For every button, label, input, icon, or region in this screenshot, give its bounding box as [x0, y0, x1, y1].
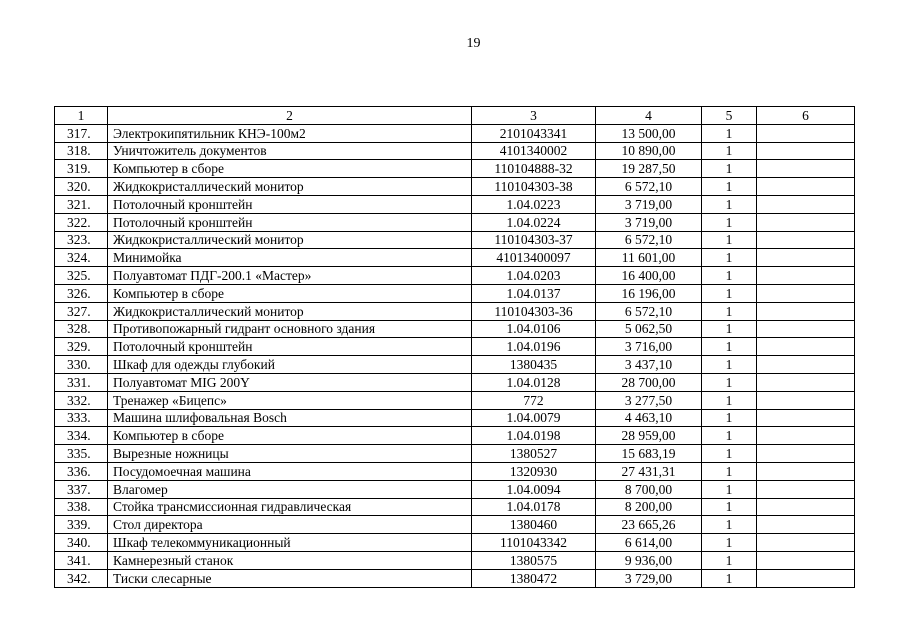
quantity-cell: 1 [702, 409, 757, 427]
table-row [55, 249, 855, 267]
cost-cell: 23 665,26 [596, 516, 702, 534]
quantity-cell: 1 [702, 302, 757, 320]
cost-cell: 3 277,50 [596, 391, 702, 409]
quantity-cell: 1 [702, 231, 757, 249]
note-cell [757, 124, 855, 142]
inventory-number-cell: 110104888-32 [472, 160, 596, 178]
cost-cell: 10 890,00 [596, 142, 702, 160]
note-cell [757, 409, 855, 427]
inventory-number-cell: 1.04.0079 [472, 409, 596, 427]
inventory-number-cell: 2101043341 [472, 124, 596, 142]
table-row [55, 409, 855, 427]
column-header-6: 6 [757, 107, 855, 125]
table-header-row [55, 107, 855, 125]
column-header-3: 3 [472, 107, 596, 125]
row-number-cell: 325. [55, 267, 108, 285]
note-cell [757, 178, 855, 196]
table-row [55, 373, 855, 391]
row-number-cell: 338. [55, 498, 108, 516]
note-cell [757, 142, 855, 160]
row-number-cell: 317. [55, 124, 108, 142]
table-row [55, 391, 855, 409]
table-row [55, 195, 855, 213]
item-name-cell: Потолочный кронштейн [108, 213, 472, 231]
note-cell [757, 320, 855, 338]
inventory-number-cell: 1.04.0196 [472, 338, 596, 356]
inventory-number-cell: 1380435 [472, 356, 596, 374]
cost-cell: 16 196,00 [596, 284, 702, 302]
column-header-1: 1 [55, 107, 108, 125]
inventory-number-cell: 1.04.0128 [472, 373, 596, 391]
inventory-number-cell: 1380472 [472, 569, 596, 587]
quantity-cell: 1 [702, 498, 757, 516]
quantity-cell: 1 [702, 516, 757, 534]
inventory-number-cell: 1320930 [472, 462, 596, 480]
note-cell [757, 516, 855, 534]
quantity-cell: 1 [702, 551, 757, 569]
quantity-cell: 1 [702, 534, 757, 552]
row-number-cell: 318. [55, 142, 108, 160]
quantity-cell: 1 [702, 124, 757, 142]
item-name-cell: Вырезные ножницы [108, 445, 472, 463]
item-name-cell: Жидкокристаллический монитор [108, 178, 472, 196]
note-cell [757, 195, 855, 213]
item-name-cell: Тиски слесарные [108, 569, 472, 587]
note-cell [757, 391, 855, 409]
row-number-cell: 342. [55, 569, 108, 587]
note-cell [757, 534, 855, 552]
inventory-number-cell: 1.04.0224 [472, 213, 596, 231]
quantity-cell: 1 [702, 427, 757, 445]
inventory-number-cell: 41013400097 [472, 249, 596, 267]
quantity-cell: 1 [702, 249, 757, 267]
table-row [55, 231, 855, 249]
cost-cell: 27 431,31 [596, 462, 702, 480]
row-number-cell: 336. [55, 462, 108, 480]
note-cell [757, 373, 855, 391]
cost-cell: 19 287,50 [596, 160, 702, 178]
item-name-cell: Минимойка [108, 249, 472, 267]
note-cell [757, 160, 855, 178]
note-cell [757, 338, 855, 356]
note-cell [757, 551, 855, 569]
cost-cell: 3 716,00 [596, 338, 702, 356]
item-name-cell: Компьютер в сборе [108, 160, 472, 178]
cost-cell: 4 463,10 [596, 409, 702, 427]
table-row [55, 516, 855, 534]
row-number-cell: 332. [55, 391, 108, 409]
item-name-cell: Потолочный кронштейн [108, 195, 472, 213]
inventory-number-cell: 772 [472, 391, 596, 409]
row-number-cell: 337. [55, 480, 108, 498]
column-header-4: 4 [596, 107, 702, 125]
note-cell [757, 480, 855, 498]
inventory-number-cell: 1.04.0223 [472, 195, 596, 213]
inventory-number-cell: 1380460 [472, 516, 596, 534]
item-name-cell: Полуавтомат MIG 200Y [108, 373, 472, 391]
item-name-cell: Противопожарный гидрант основного здания [108, 320, 472, 338]
cost-cell: 3 437,10 [596, 356, 702, 374]
cost-cell: 3 719,00 [596, 195, 702, 213]
item-name-cell: Потолочный кронштейн [108, 338, 472, 356]
table-row [55, 356, 855, 374]
note-cell [757, 267, 855, 285]
inventory-number-cell: 1.04.0203 [472, 267, 596, 285]
note-cell [757, 462, 855, 480]
note-cell [757, 498, 855, 516]
table-row [55, 284, 855, 302]
inventory-number-cell: 110104303-38 [472, 178, 596, 196]
quantity-cell: 1 [702, 320, 757, 338]
quantity-cell: 1 [702, 338, 757, 356]
item-name-cell: Уничтожитель документов [108, 142, 472, 160]
row-number-cell: 340. [55, 534, 108, 552]
quantity-cell: 1 [702, 480, 757, 498]
quantity-cell: 1 [702, 462, 757, 480]
row-number-cell: 319. [55, 160, 108, 178]
column-header-2: 2 [108, 107, 472, 125]
row-number-cell: 328. [55, 320, 108, 338]
cost-cell: 11 601,00 [596, 249, 702, 267]
row-number-cell: 334. [55, 427, 108, 445]
quantity-cell: 1 [702, 195, 757, 213]
quantity-cell: 1 [702, 267, 757, 285]
item-name-cell: Жидкокристаллический монитор [108, 302, 472, 320]
table-row [55, 267, 855, 285]
cost-cell: 3 719,00 [596, 213, 702, 231]
cost-cell: 6 614,00 [596, 534, 702, 552]
page-number: 19 [466, 36, 481, 51]
item-name-cell: Компьютер в сборе [108, 284, 472, 302]
item-name-cell: Полуавтомат ПДГ-200.1 «Мастер» [108, 267, 472, 285]
inventory-number-cell: 1.04.0198 [472, 427, 596, 445]
cost-cell: 6 572,10 [596, 178, 702, 196]
item-name-cell: Шкаф телекоммуникационный [108, 534, 472, 552]
inventory-number-cell: 110104303-36 [472, 302, 596, 320]
inventory-number-cell: 1.04.0094 [472, 480, 596, 498]
cost-cell: 13 500,00 [596, 124, 702, 142]
cost-cell: 28 959,00 [596, 427, 702, 445]
cost-cell: 5 062,50 [596, 320, 702, 338]
cost-cell: 28 700,00 [596, 373, 702, 391]
cost-cell: 16 400,00 [596, 267, 702, 285]
item-name-cell: Шкаф для одежды глубокий [108, 356, 472, 374]
table-row [55, 427, 855, 445]
item-name-cell: Машина шлифовальная Bosch [108, 409, 472, 427]
inventory-number-cell: 110104303-37 [472, 231, 596, 249]
quantity-cell: 1 [702, 178, 757, 196]
table-row [55, 480, 855, 498]
table-row [55, 178, 855, 196]
quantity-cell: 1 [702, 445, 757, 463]
row-number-cell: 327. [55, 302, 108, 320]
table-row [55, 160, 855, 178]
table-row [55, 320, 855, 338]
note-cell [757, 569, 855, 587]
quantity-cell: 1 [702, 142, 757, 160]
note-cell [757, 249, 855, 267]
row-number-cell: 331. [55, 373, 108, 391]
cost-cell: 6 572,10 [596, 302, 702, 320]
row-number-cell: 320. [55, 178, 108, 196]
cost-cell: 8 200,00 [596, 498, 702, 516]
row-number-cell: 339. [55, 516, 108, 534]
inventory-number-cell: 1380527 [472, 445, 596, 463]
item-name-cell: Посудомоечная машина [108, 462, 472, 480]
inventory-number-cell: 1380575 [472, 551, 596, 569]
note-cell [757, 427, 855, 445]
quantity-cell: 1 [702, 391, 757, 409]
item-name-cell: Жидкокристаллический монитор [108, 231, 472, 249]
cost-cell: 3 729,00 [596, 569, 702, 587]
note-cell [757, 213, 855, 231]
inventory-number-cell: 1.04.0106 [472, 320, 596, 338]
inventory-number-cell: 1.04.0178 [472, 498, 596, 516]
table-row [55, 124, 855, 142]
item-name-cell: Стол директора [108, 516, 472, 534]
table-row [55, 302, 855, 320]
note-cell [757, 231, 855, 249]
table-row [55, 462, 855, 480]
table-row [55, 142, 855, 160]
cost-cell: 15 683,19 [596, 445, 702, 463]
table-row [55, 445, 855, 463]
row-number-cell: 321. [55, 195, 108, 213]
row-number-cell: 341. [55, 551, 108, 569]
row-number-cell: 324. [55, 249, 108, 267]
note-cell [757, 302, 855, 320]
inventory-number-cell: 1.04.0137 [472, 284, 596, 302]
row-number-cell: 326. [55, 284, 108, 302]
row-number-cell: 323. [55, 231, 108, 249]
row-number-cell: 330. [55, 356, 108, 374]
quantity-cell: 1 [702, 284, 757, 302]
inventory-table [54, 106, 855, 588]
quantity-cell: 1 [702, 213, 757, 231]
item-name-cell: Электрокипятильник КНЭ-100м2 [108, 124, 472, 142]
item-name-cell: Стойка трансмиссионная гидравлическая [108, 498, 472, 516]
row-number-cell: 333. [55, 409, 108, 427]
table-row [55, 551, 855, 569]
note-cell [757, 284, 855, 302]
quantity-cell: 1 [702, 569, 757, 587]
item-name-cell: Влагомер [108, 480, 472, 498]
table-row [55, 213, 855, 231]
inventory-number-cell: 1101043342 [472, 534, 596, 552]
inventory-table-body [55, 107, 855, 588]
note-cell [757, 445, 855, 463]
inventory-number-cell: 4101340002 [472, 142, 596, 160]
cost-cell: 8 700,00 [596, 480, 702, 498]
cost-cell: 9 936,00 [596, 551, 702, 569]
row-number-cell: 329. [55, 338, 108, 356]
column-header-5: 5 [702, 107, 757, 125]
quantity-cell: 1 [702, 373, 757, 391]
quantity-cell: 1 [702, 160, 757, 178]
table-row [55, 338, 855, 356]
row-number-cell: 322. [55, 213, 108, 231]
quantity-cell: 1 [702, 356, 757, 374]
cost-cell: 6 572,10 [596, 231, 702, 249]
table-row [55, 534, 855, 552]
table-row [55, 498, 855, 516]
table-row [55, 569, 855, 587]
item-name-cell: Компьютер в сборе [108, 427, 472, 445]
item-name-cell: Камнерезный станок [108, 551, 472, 569]
row-number-cell: 335. [55, 445, 108, 463]
item-name-cell: Тренажер «Бицепс» [108, 391, 472, 409]
note-cell [757, 356, 855, 374]
